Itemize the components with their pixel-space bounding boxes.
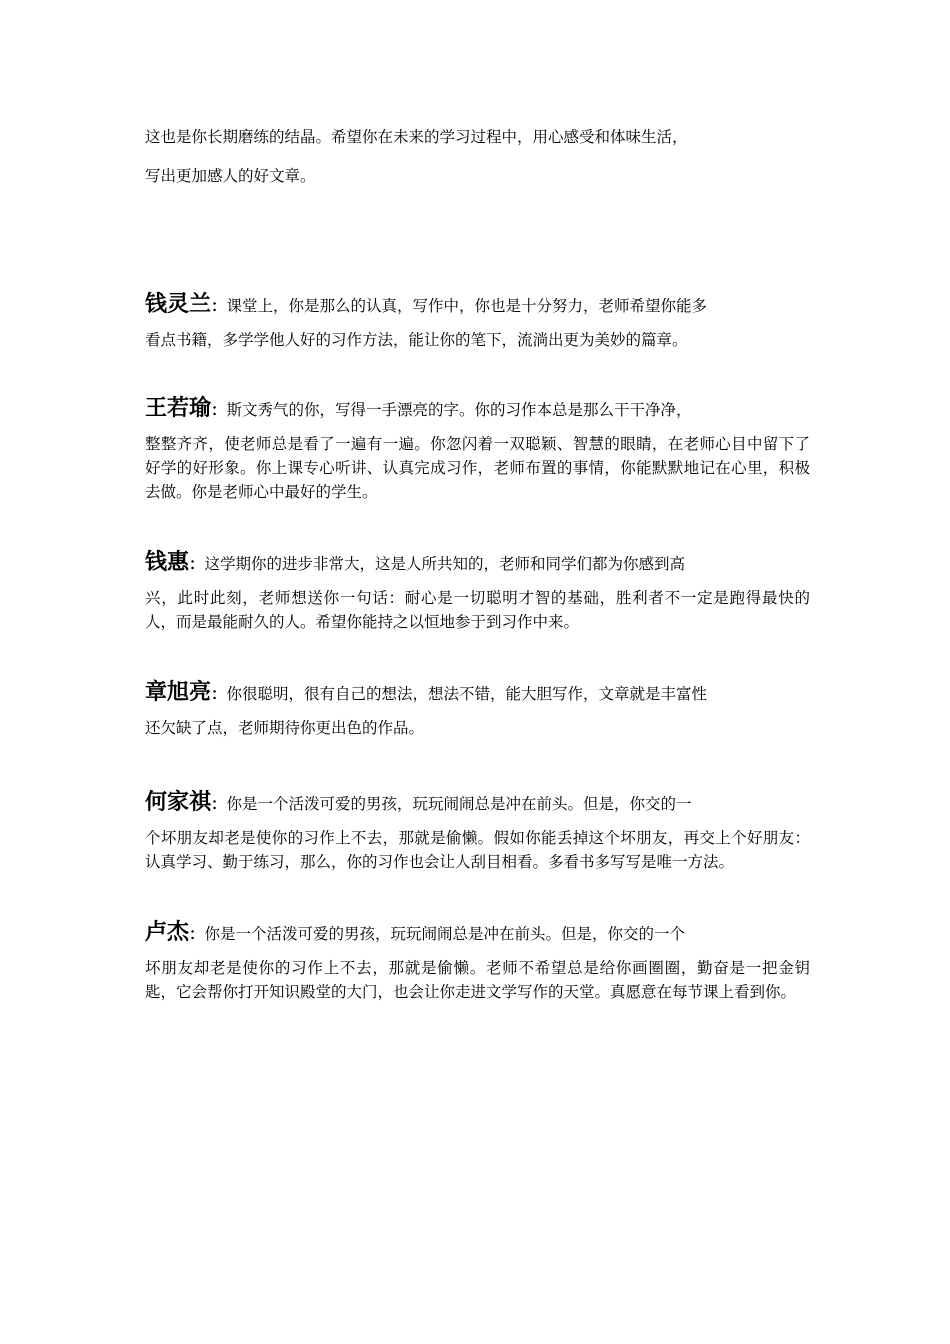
comment-first-line: 课堂上，你是那么的认真，写作中，你也是十分努力，老师希望你能多 — [226, 297, 708, 315]
comment-wang-ruoyu — [145, 387, 810, 504]
name-colon: ： — [189, 925, 205, 943]
comment-lead-line — [145, 781, 810, 826]
student-name: 章旭亮 — [145, 680, 212, 705]
comment-body: 兴，此时此刻，老师想送你一句话：耐心是一切聪明才智的基础，胜利者不一定是跑得最快的人，而是最能耐久的人。希望你能持之以恒地参于到习作中来。 — [145, 589, 810, 631]
comment-zhang-xuliang — [145, 671, 810, 740]
comment-first-line: 斯文秀气的你，写得一手漂亮的字。你的习作本总是那么干干净净， — [226, 401, 692, 419]
comment-body: 个坏朋友却老是使你的习作上不去，那就是偷懒。假如你能丢掉这个坏朋友，再交上个好朋友：认真学习、勤于练习，那么，你的习作也会让人刮目相看。多看书多写写是唯一方法。 — [145, 829, 810, 871]
comment-body: 坏朋友却老是使你的习作上不去，那就是偷懒。老师不希望总是给你画圈圈，勤奋是一把金钥匙，它会帮你打开知识殿堂的大门，也会让你走进文学写作的天堂。真愿意在每节课上看到你。 — [145, 959, 810, 1001]
intro-line-1: 这也是你长期磨练的结晶。希望你在未来的学习过程中，用心感受和体味生活， — [145, 128, 688, 146]
name-colon: ： — [211, 685, 227, 703]
comment-lead-line — [145, 671, 810, 716]
comment-lead-line — [145, 541, 810, 586]
comment-body: 还欠缺了点，老师期待你更出色的作品。 — [145, 719, 425, 737]
name-colon: ： — [211, 297, 227, 315]
name-colon: ： — [211, 401, 227, 419]
comment-first-line: 你是一个活泼可爱的男孩，玩玩闹闹总是冲在前头。但是，你交的一 — [226, 795, 692, 813]
comment-lead-line — [145, 283, 810, 328]
student-name: 王若瑜 — [145, 396, 212, 421]
student-name: 何家祺 — [145, 790, 212, 815]
name-colon: ： — [189, 555, 205, 573]
comment-lead-line — [145, 387, 810, 432]
comment-first-line: 你是一个活泼可爱的男孩，玩玩闹闹总是冲在前头。但是，你交的一个 — [204, 925, 686, 943]
document-page — [145, 118, 810, 1004]
comment-body: 整整齐齐，使老师总是看了一遍有一遍。你忽闪着一双聪颖、智慧的眼睛，在老师心目中留下了好学的好形象。你上课专心听讲、认真完成习作，老师布置的事情，你能默默地记在心里，积极去做。你是老师心中最好的学生。 — [145, 435, 810, 501]
student-name: 钱惠 — [145, 550, 190, 575]
comment-qian-hui — [145, 541, 810, 634]
comment-lu-jie — [145, 911, 810, 1004]
comment-first-line: 这学期你的进步非常大，这是人所共知的，老师和同学们都为你感到高 — [204, 555, 686, 573]
comment-qian-linglan — [145, 283, 810, 352]
student-name: 卢杰 — [145, 920, 190, 945]
name-colon: ： — [211, 795, 227, 813]
student-name: 钱灵兰 — [145, 292, 212, 317]
intro-line-2: 写出更加感人的好文章。 — [145, 167, 316, 185]
comment-first-line: 你很聪明，很有自己的想法，想法不错，能大胆写作，文章就是丰富性 — [226, 685, 708, 703]
intro-paragraph — [145, 118, 810, 196]
comment-lead-line — [145, 911, 810, 956]
comment-he-jiaqi — [145, 781, 810, 874]
comment-body: 看点书籍，多学学他人好的习作方法，能让你的笔下，流淌出更为美妙的篇章。 — [145, 331, 688, 349]
